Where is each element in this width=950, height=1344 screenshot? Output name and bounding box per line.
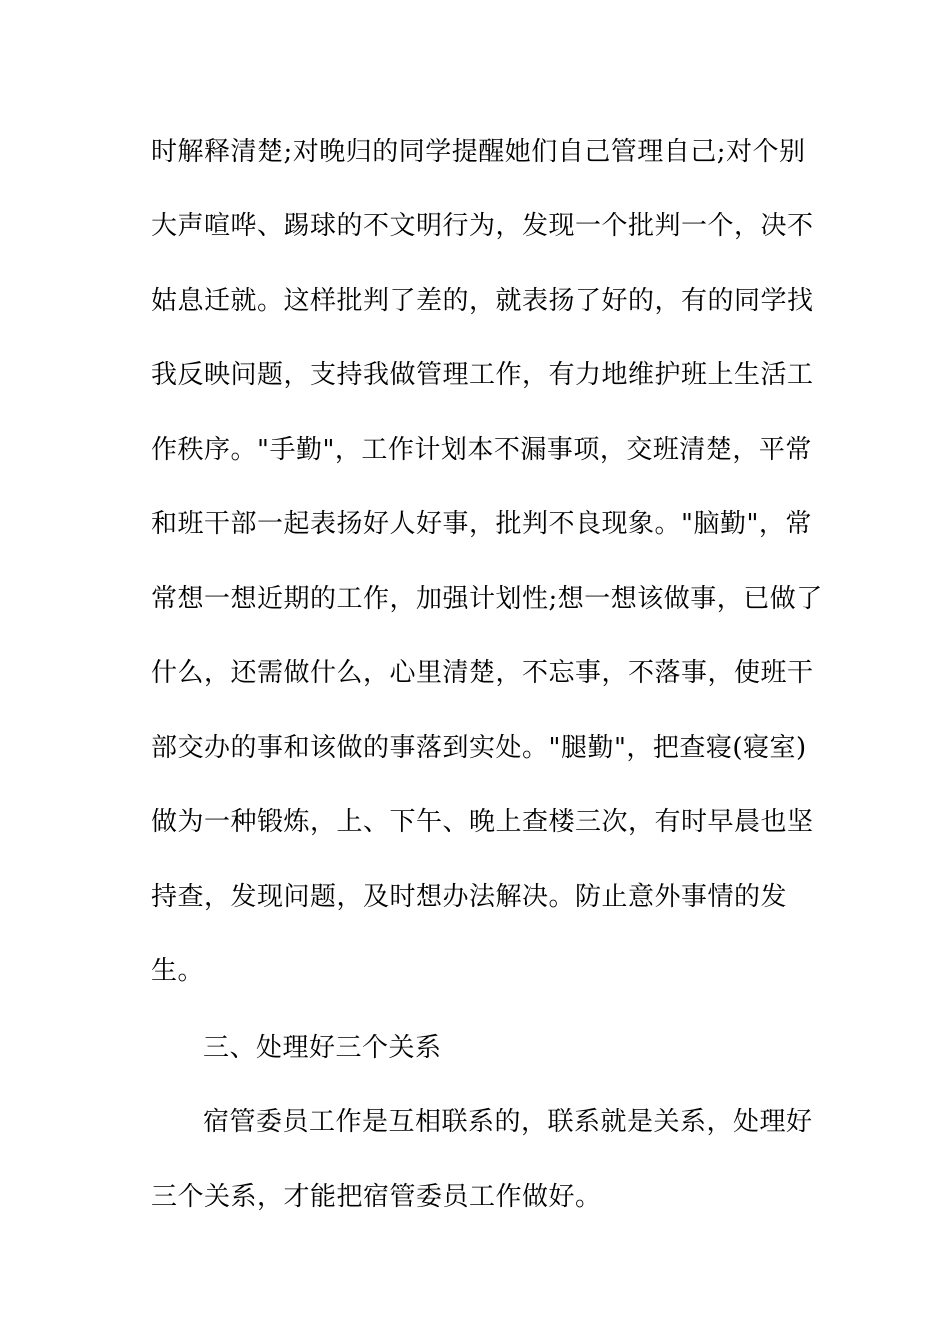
text-line: 和班干部一起表扬好人好事，批判不良现象。"脑勤"，常 — [151, 509, 812, 539]
text-line: 常想一想近期的工作，加强计划性;想一想该做事，已做了 — [151, 584, 823, 614]
text-line: 持查，发现问题，及时想办法解决。防止意外事情的发 — [151, 882, 788, 912]
text-line: 姑息迁就。这样批判了差的，就表扬了好的，有的同学找 — [151, 286, 814, 316]
text-line: 大声喧哗、踢球的不文明行为，发现一个批判一个，决不 — [151, 211, 814, 241]
text-line: 时解释清楚;对晚归的同学提醒她们自己管理自己;对个别 — [151, 137, 806, 167]
text-line: 宿管委员工作是互相联系的，联系就是关系，处理好 — [203, 1107, 813, 1137]
text-line: 生。 — [151, 956, 205, 986]
text-line: 作秩序。"手勤"，工作计划本不漏事项，交班清楚，平常 — [151, 435, 812, 465]
text-line: 我反映问题，支持我做管理工作，有力地维护班上生活工 — [151, 360, 814, 390]
text-line: 三个关系，才能把宿管委员工作做好。 — [151, 1182, 602, 1212]
text-line: 部交办的事和该做的事落到实处。"腿勤"，把查寝(寝室) — [151, 733, 807, 763]
section-heading: 三、处理好三个关系 — [203, 1033, 442, 1063]
text-line: 做为一种锻炼，上、下午、晚上查楼三次，有时早晨也坚 — [151, 807, 814, 837]
text-line: 什么，还需做什么，心里清楚，不忘事，不落事，使班干 — [151, 658, 814, 688]
